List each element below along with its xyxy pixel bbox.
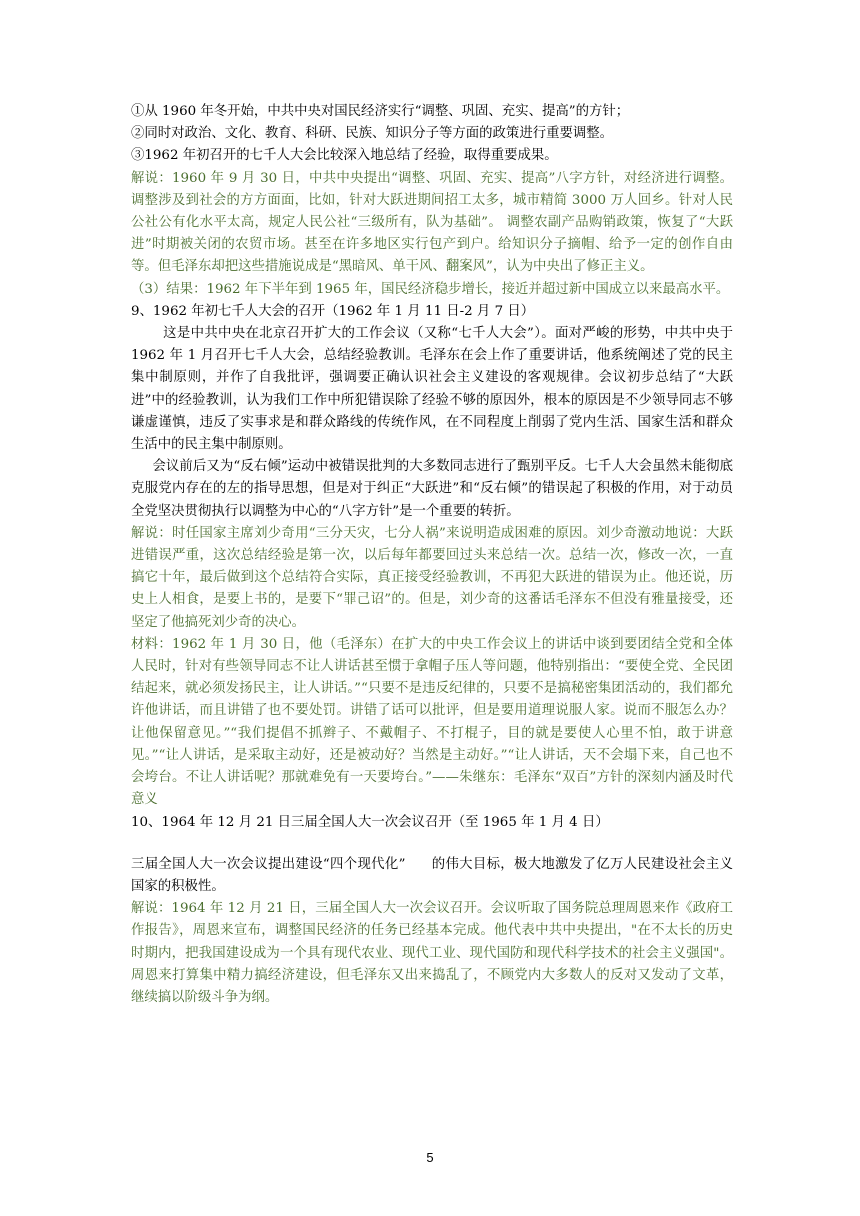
list-item-2: ②同时对政治、文化、教育、科研、民族、知识分子等方面的政策进行重要调整。 bbox=[131, 126, 614, 142]
section-9-paragraph-1: 这是中共中央在北京召开扩大的工作会议（又称“七千人大会”）。面对严峻的形势，中共中央于 1962 年 1 月召开七千人大会，总结经验教训。毛泽东在会上作了重要讲话，他系统阐述了党的民主集中制原则，并作了自我批评，强调要正确认识社会主义建设的客观规律。会议初步总结了“大跃进”中的经验教训，认为我们工作中所犯错误除了经验不够的原因外，根本的原因是不少领导同志不够谦虚谨慎，违反了实事求是和群众路线的传统作风，在不同程度上削弱了党内生活、国家生活和群众生活中的民主集中制原则。 bbox=[131, 326, 733, 453]
section-10-text-part-1: 三届全国人大一次会议提出建设“四个现代化” bbox=[131, 856, 406, 872]
section-9-paragraph-2: 会议前后又为“反右倾”运动中被错误批判的大多数同志进行了甄别平反。七千人大会虽然未能彻底克服党内存在的左的指导思想，但是对于纠正“大跃进”和“反右倾”的错误起了积极的作用，对于动员全党坚决贯彻执行以调整为中心的“八字方针”是一个重要的转折。 bbox=[131, 459, 733, 519]
list-item-1: ①从 1960 年冬开始，中共中央对国民经济实行“调整、巩固、充实、提高”的方针； bbox=[131, 104, 630, 119]
explanation-paragraph-10: 解说：1964 年 12 月 21 日，三届全国人大一次会议召开。会议听取了国务院总理周恩来作《政府工作报告》，周恩来宣布，调整国民经济的任务已经基本完成。他代表中共中央提出，"在不太长的历史时期内，把我国建设成为一个具有现代农业、现代工业、现代国防和现代科学技术的社会主义强国"。周恩来打算集中精力搞经济建设，但毛泽东又出来捣乱了，不顾党内大多数人的反对又发动了文革，继续搞以阶级斗争为纲。 bbox=[131, 901, 733, 1005]
explanation-paragraph-9: 解说：时任国家主席刘少奇用“三分天灾，七分人祸”来说明造成困难的原因。刘少奇激动地说：大跃进错误严重，这次总结经验是第一次，以后每年都要回过头来总结一次。总结一次，修改一次，一直搞它十年，最后做到这个总结符合实际，真正接受经验教训，不再犯大跃进的错误为止。他还说，历史上人相食，是要上书的，是要下“罪己诏”的。但是，刘少奇的这番话毛泽东不但没有雅量接受，还坚定了他搞死刘少奇的决心。 bbox=[131, 525, 733, 630]
result-paragraph: （3）结果：1962 年下半年到 1965 年，国民经济稳步增长，接近并超过新中国成立以来最高水平。 bbox=[131, 281, 730, 297]
section-heading-10: 10、1964 年 12 月 21 日三届全国人大一次会议召开（至 1965 年 1 月 4 日） bbox=[131, 814, 609, 830]
page-number: 5 bbox=[426, 1150, 434, 1165]
section-10-paragraph bbox=[131, 854, 733, 898]
section-10-text-part-2: 的伟大目标，极大地激发了亿万人民建设社会主义国家的积极性。 bbox=[131, 856, 733, 894]
material-paragraph-9: 材料：1962 年 1 月 30 日，他（毛泽东）在扩大的中央工作会议上的讲话中谈到要团结全党和全体人民时，针对有些领导同志不让人讲话甚至惯于拿帽子压人等问题，他特别指出：“要使全党、全民团结起来，就必须发扬民主，让人讲话。”“只要不是违反纪律的，只要不是搞秘密集团活动的，我们都允许他讲话，而且讲错了也不要处罚。讲错了话可以批评，但是要用道理说服人家。说而不服怎么办？让他保留意见。”“我们提倡不抓辫子、不戴帽子、不打棍子，目的就是要使人心里不怕，敢于讲意见。”“让人讲话，是采取主动好，还是被动好？当然是主动好。”“让人讲话，天不会塌下来，自己也不会垮台。不让人讲话呢？那就难免有一天要垮台。”——朱继东：毛泽东“双百”方针的深刻内涵及时代意义 bbox=[131, 636, 733, 808]
page-content bbox=[131, 101, 733, 1009]
explanation-paragraph-1: 解说：1960 年 9 月 30 日，中共中央提出“调整、巩固、充实、提高”八字方针，对经济进行调整。调整涉及到社会的方方面面，比如，针对大跃进期间招工太多，城市精简 3000 万人回乡。针对人民公社公有化水平太高，规定人民公社“三级所有，队为基础”。 调整农副产品购销政策，恢复了“大跃进”时期被关闭的农贸市场。甚至在许多地区实行包产到户。给知识分子摘帽、给予一定的创作自由等。但毛泽东却把这些措施说成是“黑暗风、单干风、翻案风”，认为中央出了修正主义。 bbox=[131, 170, 733, 275]
list-item-3: ③1962 年初召开的七千人大会比较深入地总结了经验，取得重要成果。 bbox=[131, 148, 558, 164]
paragraph-gap bbox=[131, 834, 733, 854]
section-heading-9: 9、1962 年初七千人大会的召开（1962 年 1 月 11 日-2 月 7 日） bbox=[131, 303, 535, 319]
